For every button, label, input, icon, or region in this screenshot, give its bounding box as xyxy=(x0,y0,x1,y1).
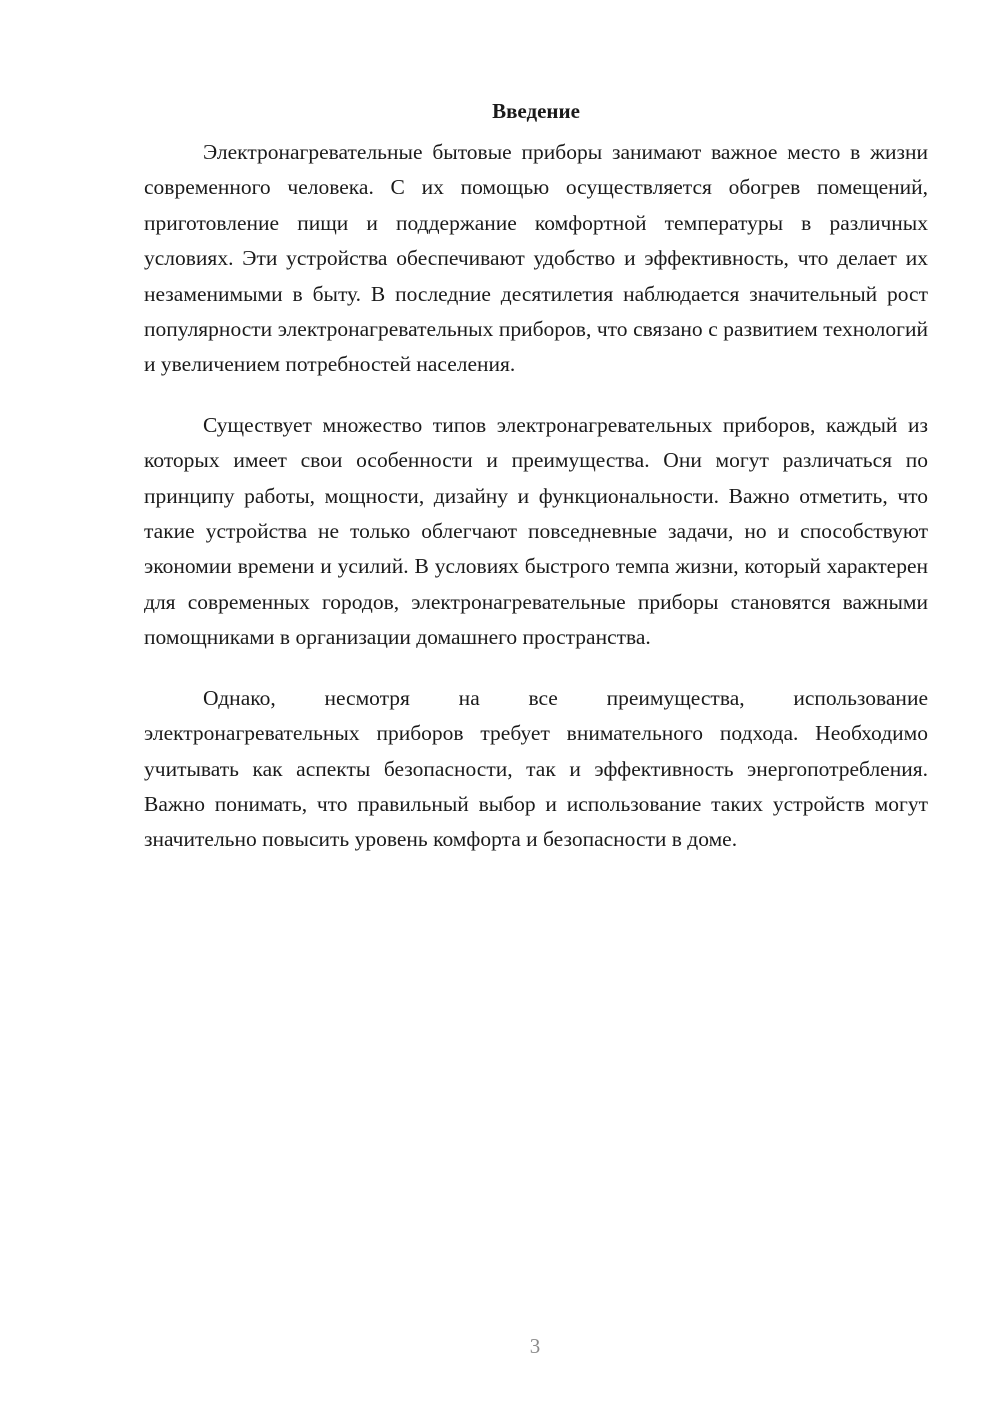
section-heading: Введение xyxy=(492,99,580,123)
paragraph-3: Однако, несмотря на все преимущества, использование электронагревательных приборов требует внимательного подхода. Необходимо учитывать как аспекты безопасности, так и эффективность энергопотребления. Важно понимать, что правильный выбор и использование таких устройств могут значительно повысить уровень комфорта и безопасности в доме. xyxy=(144,685,928,852)
page-number: 3 xyxy=(529,1334,541,1358)
paragraph-2: Существует множество типов электронагревательных приборов, каждый из которых имеет свои особенности и преимущества. Они могут различаться по принципу работы, мощности, дизайну и функциональности. Важно отметить, что такие устройства не только облегчают повседневные задачи, но и способствуют экономии времени и усилий. В условиях быстрого темпа жизни, который характерен для современных городов, электронагревательные приборы становятся важными помощниками в организации домашнего пространства. xyxy=(144,412,928,650)
paragraph-1: Электронагревательные бытовые приборы занимают важное место в жизни современного человека. С их помощью осуществляется обогрев помещений, приготовление пищи и поддержание комфортной температуры в различных условиях. Эти устройства обеспечивают удобство и эффективность, что делает их незаменимыми в быту. В последние десятилетия наблюдается значительный рост популярности электронагревательных приборов, что связано с развитием технологий и увеличением потребностей населения. xyxy=(144,140,928,377)
page-content xyxy=(144,96,928,883)
